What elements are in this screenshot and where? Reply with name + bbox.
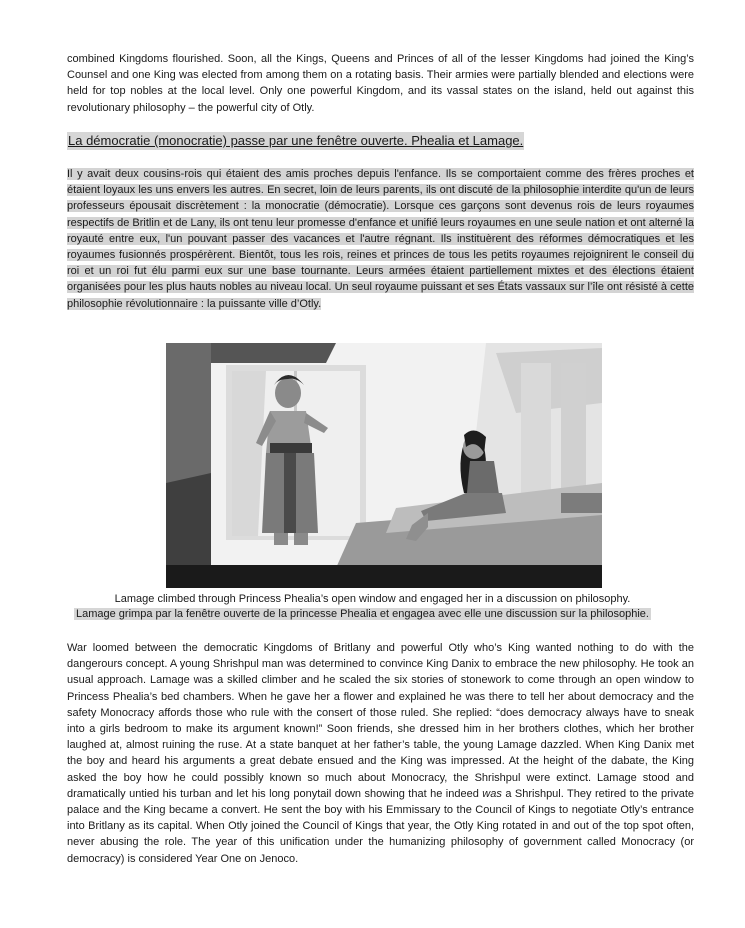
illustration-lamage-phealia bbox=[166, 343, 602, 588]
paragraph-story-part-2: a Shrishpul. They retired to the private palace and the King became a convert. He sent the boy with his Emmissary to the Council of Kings to negotiate Otly’s entrance into Britlany as its capital. When Otly joined the Council of Kings that year, the Otly King rotated in and out of the top spot often, never abusing the role. The year of this unification under the humanizing philosophy of government called Monocracy (or democracy) is considered Year One on Jenoco. bbox=[67, 787, 694, 865]
caption-french-text: Lamage grimpa par la fenêtre ouverte de la princesse Phealia et engagea avec elle une discussion sur la philosophie. bbox=[76, 608, 649, 620]
caption-french bbox=[74, 607, 651, 622]
paragraph-story-italic-word: was bbox=[482, 787, 502, 800]
paragraph-english-story bbox=[67, 640, 694, 867]
paragraph-french bbox=[67, 166, 694, 312]
section-heading-french: La démocratie (monocratie) passe par une fenêtre ouverte. Phealia et Lamage. bbox=[68, 133, 524, 148]
paragraph-english-intro: combined Kingdoms flourished. Soon, all the Kings, Queens and Princes of all of the lesser Kingdoms had joined the King’s Counsel and one King was elected from among them on a rotating basis. Their armies were partially blended and elections were held for top nobles at the local level. Only one powerful Kingdom, and its vassal states on the island, held out against this revolutionary philosophy – the powerful city of Otly. bbox=[67, 53, 694, 114]
paragraph-story-part-1: War loomed between the democratic Kingdoms of Britlany and powerful Otly who’s King wanted nothing to do with the dangerours concept. A young Shrishpul man was determined to convince King Danix to embrace the new philosophy. He took an usual approach. Lamage was a skilled climber and he scaled the six stories of stonework to come through an open window to Princess Phealia’s bed chambers. When he gave her a flower and explained he was there to tell her about democracy and the safety Monocracy affords those who rule with the consert of those ruled. She replied: “does democracy always have to sneak into a girls bedroom to make its argument known!” Soon friends, she dressed him in her brothers clothes, which her brother laughed at, almost ruining the ruse. At a state banquet at her father’s table, the young Lamage dazzled. When King Danix met the boy and heard his arguments a great debate ensued and the King was impressed. At the height of the dabate, the King asked the boy how he could possibly known so much about Monocracy, the Shrishpul were extinct. Lamage stood and dramatically untied his turban and let his long ponytail down showing that he indeed bbox=[67, 642, 694, 800]
paragraph-french-text: Il y avait deux cousins-rois qui étaient des amis proches depuis l'enfance. Ils se comportaient comme des frères proches et étaient loyaux les uns envers les autres. En secret, loin de leurs parents, ils ont discuté de la philosophie interdite qu'un de leurs professeurs épousait discrètement : la monocratie (démocratie). Lorsque ces garçons sont devenus rois de leurs royaumes respectifs de Britlin et de Lany, ils ont tenu leur promesse d'enfance et unifié leurs royaumes en une seule nation et ont alterné la royauté entre eux, l'un pouvant passer des vacances et l'autre régnant. Ils instituèrent des réformes démocratiques et les royaumes fusionnés prospérèrent. Bientôt, tous les rois, reines et princes de tous les petits royaumes rejoignirent le conseil du roi et un roi fut élu parmi eux sur une base tournante. Leurs armées étaient partiellement mixtes et des élections étaient organisées pour les plus hauts nobles au niveau local. Un seul royaume puissant et ses États vassaux sur l’île ont résisté à cette philosophie révolutionnaire : la puissante ville d’Otly. bbox=[67, 168, 694, 310]
illustration-image bbox=[166, 343, 602, 588]
caption-english: Lamage climbed through Princess Phealia’s open window and engaged her in a discussion on philosophy. bbox=[114, 593, 631, 605]
